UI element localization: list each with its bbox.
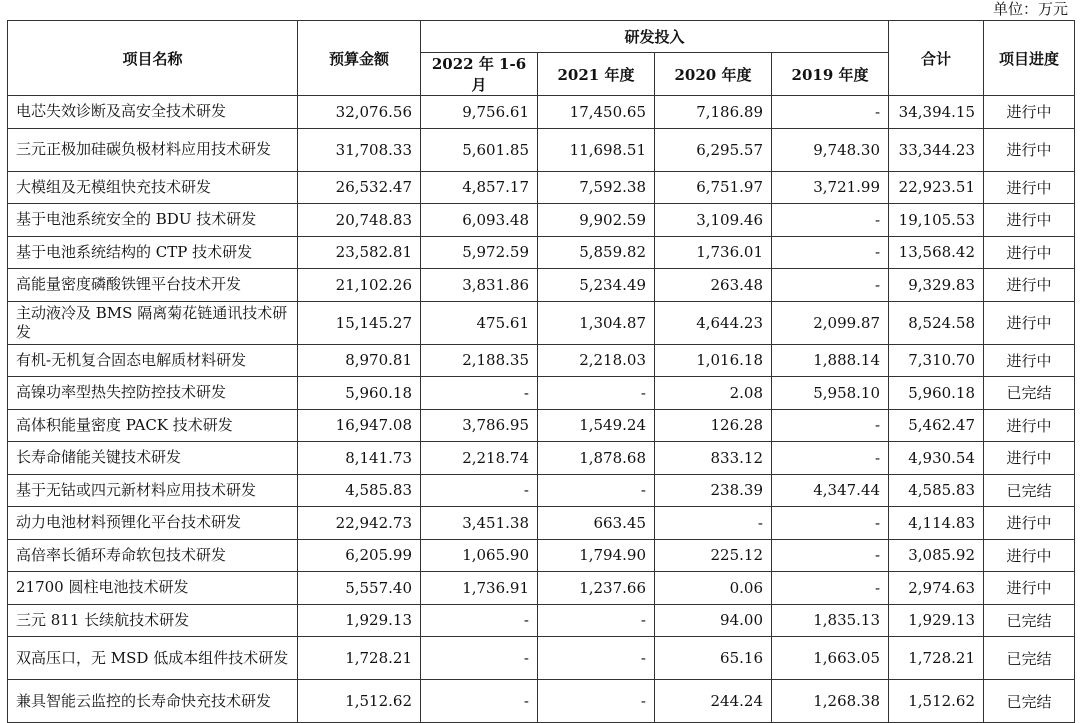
progress-cell: 进行中 — [984, 204, 1075, 237]
rd-2022h1-cell: 3,831.86 — [421, 269, 538, 302]
rd-2019-cell: 4,347.44 — [772, 474, 889, 507]
rd-2022h1-cell: 3,786.95 — [421, 409, 538, 442]
budget-cell: 32,076.56 — [298, 96, 421, 129]
total-cell: 1,728.21 — [889, 637, 984, 680]
rd-2019-cell: 1,268.38 — [772, 680, 889, 723]
rd-2022h1-cell: 1,065.90 — [421, 539, 538, 572]
rd-2021-cell: 1,304.87 — [538, 301, 655, 344]
rd-2019-cell: - — [772, 204, 889, 237]
total-cell: 7,310.70 — [889, 344, 984, 377]
rd-2021-cell: 17,450.65 — [538, 96, 655, 129]
budget-cell: 15,145.27 — [298, 301, 421, 344]
rd-2022h1-cell: 3,451.38 — [421, 507, 538, 540]
total-cell: 2,974.63 — [889, 572, 984, 605]
rd-2022h1-cell: - — [421, 474, 538, 507]
rd-projects-table — [7, 20, 1075, 723]
progress-cell: 已完结 — [984, 680, 1075, 723]
rd-2020-cell: 225.12 — [655, 539, 772, 572]
rd-2022h1-cell: 9,756.61 — [421, 96, 538, 129]
progress-cell: 进行中 — [984, 269, 1075, 302]
header-2021: 2021 年度 — [538, 53, 655, 96]
progress-cell: 进行中 — [984, 236, 1075, 269]
project-name-cell: 长寿命储能关键技术研发 — [8, 442, 298, 475]
rd-2019-cell: - — [772, 507, 889, 540]
rd-2019-cell: 5,958.10 — [772, 377, 889, 410]
budget-cell: 31,708.33 — [298, 128, 421, 171]
rd-2021-cell: - — [538, 474, 655, 507]
progress-cell: 进行中 — [984, 572, 1075, 605]
table-row — [8, 442, 1075, 475]
project-name-cell: 双高压口，无 MSD 低成本组件技术研发 — [8, 637, 298, 680]
progress-cell: 进行中 — [984, 409, 1075, 442]
rd-2019-cell: 1,888.14 — [772, 344, 889, 377]
rd-2022h1-cell: 475.61 — [421, 301, 538, 344]
total-cell: 13,568.42 — [889, 236, 984, 269]
budget-cell: 8,141.73 — [298, 442, 421, 475]
rd-2020-cell: 6,751.97 — [655, 171, 772, 204]
budget-cell: 21,102.26 — [298, 269, 421, 302]
budget-cell: 5,960.18 — [298, 377, 421, 410]
rd-2020-cell: - — [655, 507, 772, 540]
rd-2021-cell: 9,902.59 — [538, 204, 655, 237]
project-name-cell: 高能量密度磷酸铁锂平台技术开发 — [8, 269, 298, 302]
total-cell: 4,585.83 — [889, 474, 984, 507]
project-name-cell: 高体积能量密度 PACK 技术研发 — [8, 409, 298, 442]
table-row — [8, 507, 1075, 540]
header-2019: 2019 年度 — [772, 53, 889, 96]
rd-2022h1-cell: 2,218.74 — [421, 442, 538, 475]
progress-cell: 进行中 — [984, 507, 1075, 540]
rd-2020-cell: 2.08 — [655, 377, 772, 410]
rd-2020-cell: 263.48 — [655, 269, 772, 302]
rd-2020-cell: 0.06 — [655, 572, 772, 605]
rd-2019-cell: 2,099.87 — [772, 301, 889, 344]
budget-cell: 26,532.47 — [298, 171, 421, 204]
unit-label: 单位：万元 — [992, 0, 1068, 18]
project-name-cell: 高倍率长循环寿命软包技术研发 — [8, 539, 298, 572]
table-row — [8, 377, 1075, 410]
rd-2021-cell: 663.45 — [538, 507, 655, 540]
rd-2021-cell: 1,237.66 — [538, 572, 655, 605]
progress-cell: 进行中 — [984, 539, 1075, 572]
total-cell: 8,524.58 — [889, 301, 984, 344]
header-2020: 2020 年度 — [655, 53, 772, 96]
header-rd-investment: 研发投入 — [421, 21, 889, 53]
rd-2020-cell: 94.00 — [655, 604, 772, 637]
total-cell: 19,105.53 — [889, 204, 984, 237]
table-row — [8, 539, 1075, 572]
table-row — [8, 171, 1075, 204]
progress-cell: 进行中 — [984, 96, 1075, 129]
budget-cell: 23,582.81 — [298, 236, 421, 269]
rd-2021-cell: 1,878.68 — [538, 442, 655, 475]
rd-2019-cell: 1,835.13 — [772, 604, 889, 637]
table-row — [8, 96, 1075, 129]
budget-cell: 1,929.13 — [298, 604, 421, 637]
budget-cell: 20,748.83 — [298, 204, 421, 237]
rd-2022h1-cell: 2,188.35 — [421, 344, 538, 377]
total-cell: 22,923.51 — [889, 171, 984, 204]
budget-cell: 6,205.99 — [298, 539, 421, 572]
budget-cell: 1,728.21 — [298, 637, 421, 680]
rd-2020-cell: 126.28 — [655, 409, 772, 442]
rd-2019-cell: - — [772, 96, 889, 129]
rd-2020-cell: 833.12 — [655, 442, 772, 475]
rd-2022h1-cell: 6,093.48 — [421, 204, 538, 237]
rd-2021-cell: 2,218.03 — [538, 344, 655, 377]
project-name-cell: 基于无钴或四元新材料应用技术研发 — [8, 474, 298, 507]
project-name-cell: 21700 圆柱电池技术研发 — [8, 572, 298, 605]
rd-2021-cell: - — [538, 680, 655, 723]
header-project-name: 项目名称 — [8, 21, 298, 96]
table-row — [8, 344, 1075, 377]
table-row — [8, 474, 1075, 507]
rd-2020-cell: 238.39 — [655, 474, 772, 507]
project-name-cell: 高镍功率型热失控防控技术研发 — [8, 377, 298, 410]
project-name-cell: 有机-无机复合固态电解质材料研发 — [8, 344, 298, 377]
total-cell: 4,114.83 — [889, 507, 984, 540]
header-total: 合计 — [889, 21, 984, 96]
rd-2020-cell: 244.24 — [655, 680, 772, 723]
table-row — [8, 572, 1075, 605]
table-row — [8, 128, 1075, 171]
rd-2021-cell: 7,592.38 — [538, 171, 655, 204]
rd-2022h1-cell: - — [421, 604, 538, 637]
total-cell: 1,512.62 — [889, 680, 984, 723]
progress-cell: 已完结 — [984, 474, 1075, 507]
header-progress: 项目进度 — [984, 21, 1075, 96]
rd-2020-cell: 1,736.01 — [655, 236, 772, 269]
project-name-cell: 大模组及无模组快充技术研发 — [8, 171, 298, 204]
rd-2020-cell: 4,644.23 — [655, 301, 772, 344]
rd-2022h1-cell: 5,972.59 — [421, 236, 538, 269]
total-cell: 1,929.13 — [889, 604, 984, 637]
rd-2021-cell: 1,794.90 — [538, 539, 655, 572]
rd-2020-cell: 6,295.57 — [655, 128, 772, 171]
project-name-cell: 基于电池系统结构的 CTP 技术研发 — [8, 236, 298, 269]
progress-cell: 进行中 — [984, 128, 1075, 171]
table-row — [8, 637, 1075, 680]
table-row — [8, 269, 1075, 302]
table-row — [8, 680, 1075, 723]
rd-2022h1-cell: - — [421, 680, 538, 723]
rd-2020-cell: 1,016.18 — [655, 344, 772, 377]
budget-cell: 22,942.73 — [298, 507, 421, 540]
table-row — [8, 604, 1075, 637]
table-body — [8, 96, 1075, 723]
rd-2020-cell: 7,186.89 — [655, 96, 772, 129]
budget-cell: 5,557.40 — [298, 572, 421, 605]
rd-2019-cell: - — [772, 539, 889, 572]
rd-2022h1-cell: - — [421, 377, 538, 410]
project-name-cell: 基于电池系统安全的 BDU 技术研发 — [8, 204, 298, 237]
rd-2022h1-cell: 1,736.91 — [421, 572, 538, 605]
rd-2021-cell: 5,859.82 — [538, 236, 655, 269]
rd-2019-cell: 1,663.05 — [772, 637, 889, 680]
project-name-cell: 电芯失效诊断及高安全技术研发 — [8, 96, 298, 129]
progress-cell: 已完结 — [984, 604, 1075, 637]
rd-2021-cell: 1,549.24 — [538, 409, 655, 442]
rd-2021-cell: 11,698.51 — [538, 128, 655, 171]
rd-2021-cell: 5,234.49 — [538, 269, 655, 302]
budget-cell: 8,970.81 — [298, 344, 421, 377]
rd-2019-cell: - — [772, 409, 889, 442]
header-budget: 预算金额 — [298, 21, 421, 96]
project-name-cell: 三元 811 长续航技术研发 — [8, 604, 298, 637]
progress-cell: 进行中 — [984, 301, 1075, 344]
header-2022h1: 2022 年 1-6 月 — [421, 53, 538, 96]
progress-cell: 已完结 — [984, 637, 1075, 680]
budget-cell: 4,585.83 — [298, 474, 421, 507]
rd-2022h1-cell: 4,857.17 — [421, 171, 538, 204]
rd-2019-cell: - — [772, 442, 889, 475]
table-row — [8, 301, 1075, 344]
table-row — [8, 204, 1075, 237]
rd-2020-cell: 65.16 — [655, 637, 772, 680]
rd-2019-cell: - — [772, 572, 889, 605]
total-cell: 5,462.47 — [889, 409, 984, 442]
project-name-cell: 三元正极加硅碳负极材料应用技术研发 — [8, 128, 298, 171]
progress-cell: 进行中 — [984, 171, 1075, 204]
rd-2019-cell: 3,721.99 — [772, 171, 889, 204]
budget-cell: 16,947.08 — [298, 409, 421, 442]
total-cell: 3,085.92 — [889, 539, 984, 572]
rd-2022h1-cell: 5,601.85 — [421, 128, 538, 171]
total-cell: 9,329.83 — [889, 269, 984, 302]
rd-2022h1-cell: - — [421, 637, 538, 680]
rd-2019-cell: - — [772, 269, 889, 302]
project-name-cell: 动力电池材料预锂化平台技术研发 — [8, 507, 298, 540]
rd-2021-cell: - — [538, 377, 655, 410]
progress-cell: 已完结 — [984, 377, 1075, 410]
rd-2020-cell: 3,109.46 — [655, 204, 772, 237]
table-row — [8, 236, 1075, 269]
total-cell: 34,394.15 — [889, 96, 984, 129]
rd-2021-cell: - — [538, 604, 655, 637]
project-name-cell: 主动液冷及 BMS 隔离菊花链通讯技术研发 — [8, 301, 298, 344]
budget-cell: 1,512.62 — [298, 680, 421, 723]
total-cell: 33,344.23 — [889, 128, 984, 171]
total-cell: 5,960.18 — [889, 377, 984, 410]
rd-2021-cell: - — [538, 637, 655, 680]
project-name-cell: 兼具智能云监控的长寿命快充技术研发 — [8, 680, 298, 723]
progress-cell: 进行中 — [984, 344, 1075, 377]
progress-cell: 进行中 — [984, 442, 1075, 475]
rd-2019-cell: - — [772, 236, 889, 269]
table-row — [8, 409, 1075, 442]
total-cell: 4,930.54 — [889, 442, 984, 475]
rd-2019-cell: 9,748.30 — [772, 128, 889, 171]
